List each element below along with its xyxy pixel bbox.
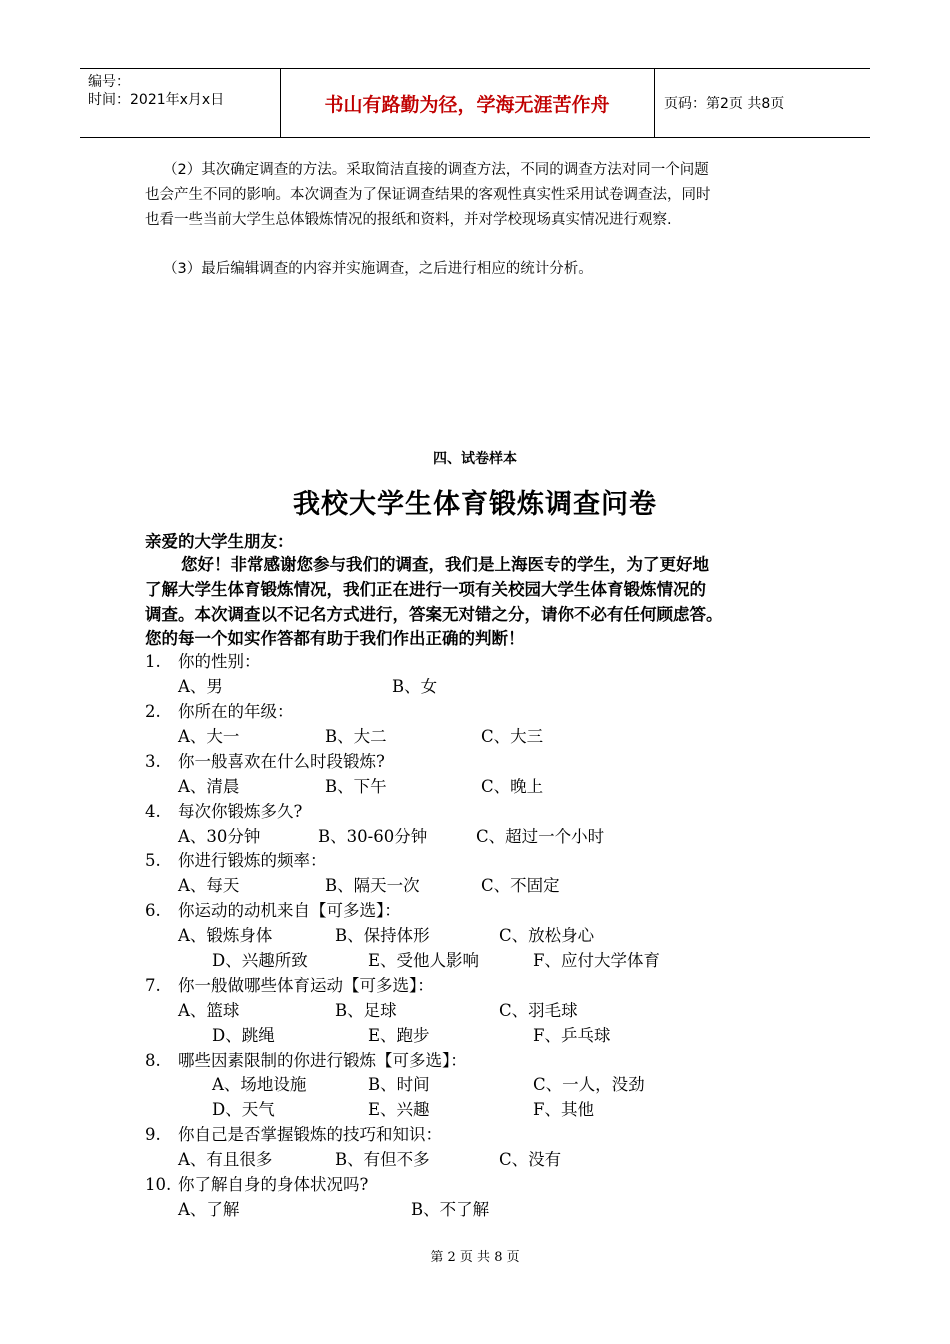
option: C、超过一个小时: [476, 827, 605, 846]
option: B、不了解: [411, 1200, 490, 1219]
option: B、保持体形: [335, 926, 430, 945]
option: B、大二: [325, 727, 387, 746]
option: A、锻炼身体: [178, 926, 273, 945]
question-number: 6.: [145, 901, 161, 920]
survey-greeting: 亲爱的大学生朋友：: [145, 532, 294, 551]
option: B、隔天一次: [325, 876, 420, 895]
option: A、了解: [178, 1200, 240, 1219]
option: A、30分钟: [178, 827, 261, 846]
intro-line: 调查。本次调查以不记名方式进行，答案无对错之分，请你不必有任何顾虑答。: [145, 604, 723, 624]
intro-line: 您的每一个如实作答都有助于我们作出正确的判断！: [145, 629, 525, 649]
option: C、放松身心: [499, 926, 595, 945]
option: C、一人，没劲: [533, 1075, 645, 1094]
intro-line: 您好！非常感谢您参与我们的调查，我们是上海医专的学生，为了更好地: [181, 555, 709, 574]
question-number: 9.: [145, 1125, 161, 1144]
question-number: 3.: [145, 752, 161, 771]
step2-line-3: 也看一些当前大学生总体锻炼情况的报纸和资料，并对学校现场真实情况进行观察.: [145, 212, 672, 228]
option: A、篮球: [178, 1001, 240, 1020]
question-text: 你进行锻炼的频率：: [178, 851, 327, 870]
option: C、羽毛球: [499, 1001, 578, 1020]
date-label: 时间：2021年x月x日: [88, 92, 225, 108]
question-text: 你运动的动机来自【可多选】：: [178, 901, 401, 920]
question-number: 2.: [145, 702, 161, 721]
option: C、不固定: [481, 876, 560, 895]
question-text: 你了解自身的身体状况吗?: [178, 1175, 369, 1194]
option: D、天气: [212, 1100, 275, 1119]
option: B、下午: [325, 777, 387, 796]
question-text: 你的性别：: [178, 652, 261, 671]
question-number: 8.: [145, 1051, 161, 1070]
question-text: 你所在的年级：: [178, 702, 294, 721]
survey-intro: [145, 553, 835, 652]
page-footer: 第 2 页 共 8 页: [430, 1250, 520, 1265]
question-number: 1.: [145, 652, 161, 671]
page-header: [80, 68, 870, 138]
option: B、时间: [368, 1075, 430, 1094]
question-text: 哪些因素限制的你进行锻炼【可多选】：: [178, 1051, 467, 1070]
serial-label: 编号：: [88, 74, 130, 90]
question-number: 10.: [145, 1175, 172, 1194]
option: A、有且很多: [178, 1150, 273, 1169]
page-label: 页码：第2页 共8页: [664, 96, 785, 112]
header-info-cell: [80, 69, 281, 137]
option: C、晚上: [481, 777, 544, 796]
option: B、有但不多: [335, 1150, 430, 1169]
question-text: 你一般做哪些体育运动【可多选】：: [178, 976, 434, 995]
question-number: 4.: [145, 802, 161, 821]
option: B、女: [392, 677, 438, 696]
option: C、没有: [499, 1150, 562, 1169]
option: C、大三: [481, 727, 544, 746]
option: A、清晨: [178, 777, 240, 796]
option: A、场地设施: [212, 1075, 307, 1094]
intro-line: 了解大学生体育锻炼情况，我们正在进行一项有关校园大学生体育锻炼情况的: [145, 579, 706, 599]
option: F、其他: [533, 1100, 594, 1119]
option: E、受他人影响: [368, 951, 480, 970]
option: F、乒乓球: [533, 1026, 611, 1045]
question-text: 你一般喜欢在什么时段锻炼?: [178, 752, 385, 771]
step3-text: （3）最后编辑调查的内容并实施调查，之后进行相应的统计分析。: [163, 261, 593, 277]
option: A、男: [178, 677, 223, 696]
option: F、应付大学体育: [533, 951, 660, 970]
option: D、兴趣所致: [212, 951, 308, 970]
option: A、大一: [178, 727, 240, 746]
option: B、足球: [335, 1001, 397, 1020]
motto: 书山有路勤为径，学海无涯苦作舟: [280, 69, 655, 137]
option: E、兴趣: [368, 1100, 430, 1119]
question-number: 7.: [145, 976, 161, 995]
question-number: 5.: [145, 851, 161, 870]
survey-title: 我校大学生体育锻炼调查问卷: [293, 489, 657, 520]
option: D、跳绳: [212, 1026, 275, 1045]
option: E、跑步: [368, 1026, 430, 1045]
step2-line-1: （2）其次确定调查的方法。采取简洁直接的调查方法，不同的调查方法对同一个问题: [163, 162, 709, 178]
question-text: 你自己是否掌握锻炼的技巧和知识：: [178, 1125, 442, 1144]
option: A、每天: [178, 876, 240, 895]
section-heading: 四、试卷样本: [433, 451, 517, 467]
question-text: 每次你锻炼多久?: [178, 802, 303, 821]
option: B、30-60分钟: [318, 827, 428, 846]
step2-line-2: 也会产生不同的影响。本次调查为了保证调查结果的客观性真实性采用试卷调查法，同时: [145, 187, 711, 203]
